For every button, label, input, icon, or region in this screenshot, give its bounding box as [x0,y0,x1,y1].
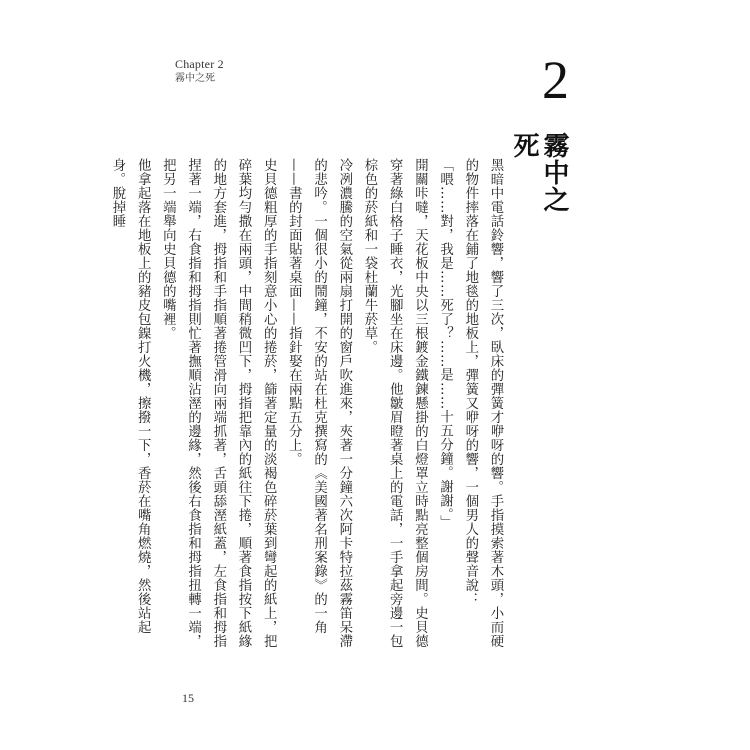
paragraph: 開關咔噠，天花板中央以三根鍍金鐵鍊懸掛的白燈罩立時點亮整個房間。史貝德穿著綠白格子睡衣，光腳坐在床邊。他皺眉瞪著桌上的電話，一手拿起旁邊一包棕色的菸紙和一袋杜蘭牛菸草。 [361,158,428,648]
chapter-number: 2 [542,50,569,110]
paragraph: 他拿起落在地板上的豬皮包鎳打火機，擦撥一下，香菸在嘴角燃燒，然後站起身。脫掉睡 [109,158,151,634]
body-text [109,158,508,658]
paragraph: 黑暗中電話鈴響，響了三次，臥床的彈簧才咿呀的響。手指摸索著木頭，小而硬的物件摔落在鋪了地毯的地板上，彈簧又咿呀的響，一個男人的聲音說： [462,158,503,648]
running-header-title: 霧中之死 [175,73,215,84]
paragraph: 冷冽濃騰的空氣從兩扇打開的窗戶吹進來，夾著一分鐘六次阿卡特拉茲霧笛呆滯的悲吟。一個很小的鬧鐘，不安的站在杜克撰寫的《美國著名刑案錄》的一角——書的封面貼著桌面——指針娶在兩點五分上。 [286,158,352,648]
chapter-title: 霧中之死 [509,132,569,213]
running-header-chapter-label: Chapter 2 [175,57,224,71]
paragraph: 「喂……對，我是……死了？……是……十五分鐘。謝謝。」 [437,158,453,530]
page-number: 15 [182,691,194,705]
paragraph: 史貝德粗厚的手指刻意小心的捲菸，篩著定量的淡褐色碎菸葉到彎起的紙上，把碎葉均勻撒在兩頭，中間稍微凹下，拇指把靠內的紙往下捲，順著食指按下紙緣的地方套進，拇指和手指順著捲管滑向兩端抓著，舌頭舔溼紙蓋，左食指和拇指捏著一端，右食指和拇指則忙著撫順沾溼的邊緣，然後右食指和拇指扭轉一端，把另一端舉向史貝德的嘴裡。 [160,158,277,648]
